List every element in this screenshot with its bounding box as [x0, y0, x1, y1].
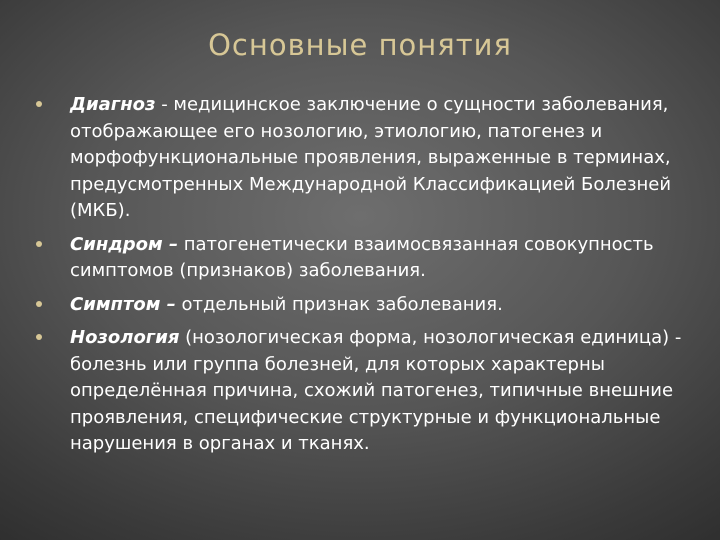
- bullet-term: Симптом –: [70, 293, 176, 315]
- bullet-icon: [36, 101, 42, 107]
- bullet-list: [36, 92, 686, 465]
- bullet-term: Синдром –: [70, 233, 179, 255]
- bullet-icon: [36, 334, 42, 340]
- bullet-term: Диагноз: [70, 94, 156, 115]
- bullet-item: [36, 292, 686, 319]
- bullet-text: отдельный признак заболевания.: [175, 293, 503, 315]
- bullet-text: (нозологическая форма, нозологическая единица) - болезнь или группа болезней, для которых характерны определённая причина, схожий патогенез, типичные внешние проявления, специфические структурные и функциональные нарушения в органах и тканях.: [70, 327, 682, 454]
- bullet-item: [36, 92, 686, 225]
- slide-title: Основные понятия: [208, 28, 512, 62]
- bullet-item: [36, 232, 686, 285]
- bullet-term: Нозология: [70, 327, 180, 348]
- bullet-icon: [36, 301, 42, 307]
- bullet-icon: [36, 241, 42, 247]
- bullet-text: патогенетически взаимосвязанная совокупность симптомов (признаков) заболевания.: [70, 233, 654, 281]
- bullet-text: - медицинское заключение о сущности заболевания, отображающее его нозологию, этиологию, патогенез и морфофункциональные проявления, выраженные в терминах, предусмотренных Международной Классификацией Болезней (МКБ).: [70, 94, 672, 221]
- bullet-item: [36, 325, 686, 458]
